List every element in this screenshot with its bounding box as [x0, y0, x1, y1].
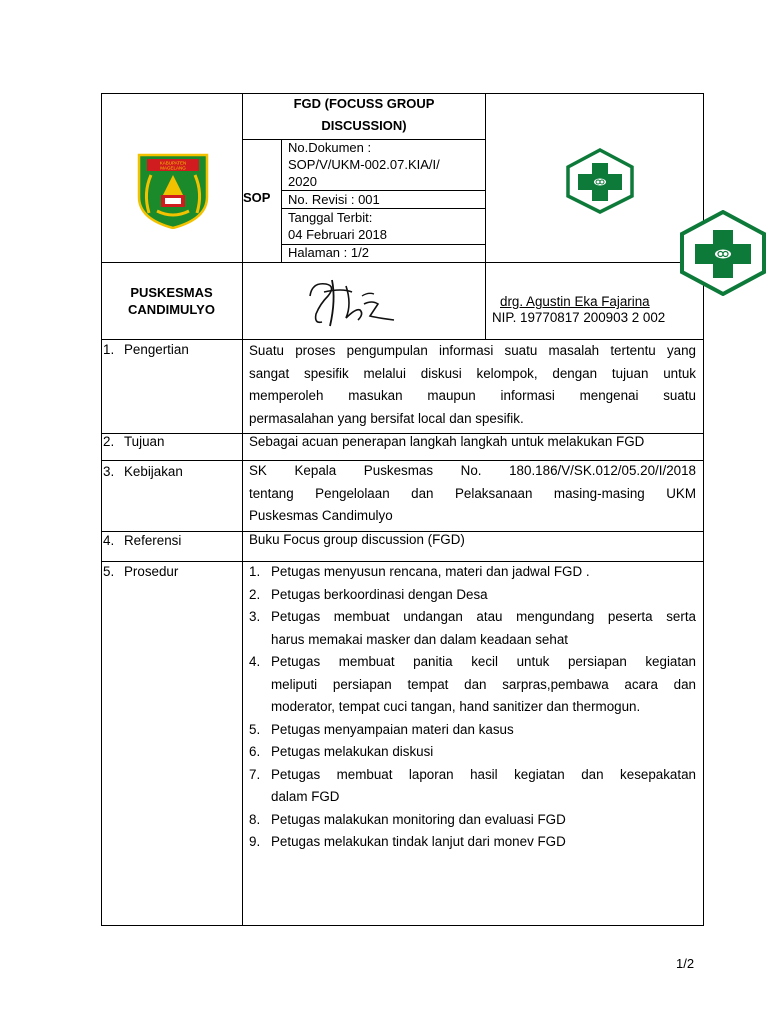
sop-label: SOP	[243, 190, 271, 205]
procedure-step	[249, 651, 696, 719]
step-number: 6.	[249, 744, 261, 759]
step-line: Petugas membuat undangan atau mengundang peserta serta	[271, 609, 696, 624]
step-number: 9.	[249, 834, 261, 849]
step-line: Petugas melakukan diskusi	[271, 744, 434, 759]
org-name-line1: PUSKESMAS	[130, 285, 213, 300]
step-number: 7.	[249, 766, 261, 782]
paragraph-line: Suatu proses pengumpulan informasi suatu masalah tertentu yang	[249, 343, 696, 358]
revision-number: No. Revisi : 001	[288, 192, 380, 207]
step-number: 4.	[249, 654, 261, 669]
paragraph-line: Puskesmas Candimulyo	[249, 508, 393, 523]
step-number: 3.	[249, 609, 261, 624]
paragraph-line: sangat spesifik melalui diskusi kelompok, dengan tujuan untuk	[249, 365, 696, 381]
procedure-step	[249, 584, 696, 607]
procedure-step	[249, 561, 696, 584]
puskesmas-logo	[565, 148, 635, 214]
doc-number-year: 2020	[288, 174, 317, 189]
signer-name: drg. Agustin Eka Fajarina	[500, 294, 650, 309]
step-number: 2.	[249, 586, 261, 602]
procedure-step	[249, 719, 696, 742]
paragraph-line: tentang Pengelolaan dan Pelaksanaan masing-masing UKM	[249, 485, 696, 501]
procedure-step	[249, 764, 696, 809]
step-line: Petugas melakukan tindak lanjut dari monev FGD	[271, 834, 566, 849]
section-number-2: 2.	[103, 434, 115, 449]
procedure-step	[249, 831, 696, 854]
doc-number-value: SOP/V/UKM-002.07.KIA/I/	[288, 157, 440, 172]
issue-date-value: 04 Februari 2018	[288, 227, 388, 242]
step-number: 1.	[249, 564, 261, 579]
step-line: Petugas menyusun rencana, materi dan jadwal FGD .	[271, 564, 590, 579]
paragraph-line: memperoleh masukan maupun informasi mengenai suatu	[249, 388, 696, 403]
section-number-3: 3.	[103, 464, 115, 479]
section-label-pengertian: Pengertian	[124, 342, 189, 357]
page-info: Halaman : 1/2	[288, 245, 369, 260]
section-content-tujuan	[249, 431, 696, 454]
svg-text:KABUPATEN: KABUPATEN	[159, 160, 187, 166]
signature-image	[302, 274, 402, 332]
step-line: Petugas membuat laporan hasil kegiatan dan kesepakatan	[271, 766, 696, 782]
paragraph-line: permasalahan yang bersifat local dan spesifik.	[249, 410, 524, 426]
step-line: moderator, tempat cuci tangan, hand sanitizer dan thermogun.	[271, 699, 641, 714]
document-title-line2: DISCUSSION)	[321, 118, 407, 133]
step-line: dalam FGD	[271, 789, 340, 804]
section-label-referensi: Referensi	[124, 533, 182, 548]
puskesmas-logo-overlay	[678, 210, 768, 296]
step-line: Petugas berkoordinasi dengan Desa	[271, 586, 488, 602]
section-label-prosedur: Prosedur	[124, 564, 179, 579]
section-number-5: 5.	[103, 564, 115, 579]
section-number-4: 4.	[103, 533, 115, 548]
page-number: 1/2	[676, 956, 695, 971]
section-content-kebijakan	[249, 460, 696, 528]
section-number-1: 1.	[103, 342, 115, 357]
document-title-line1: FGD (FOCUSS GROUP	[293, 96, 435, 111]
step-line: Petugas menyampaian materi dan kasus	[271, 721, 514, 737]
paragraph-line: SK Kepala Puskesmas No. 180.186/V/SK.012/05.20/I/2018	[249, 463, 696, 478]
signer-nip: NIP. 19770817 200903 2 002	[492, 310, 666, 325]
step-line: meliputi persiapan tempat dan sarpras,pembawa acara dan	[271, 676, 696, 692]
procedure-step	[249, 809, 696, 832]
issue-date-label: Tanggal Terbit:	[288, 210, 373, 225]
doc-number-label: No.Dokumen :	[288, 140, 372, 155]
section-label-tujuan: Tujuan	[124, 434, 165, 449]
regency-logo	[135, 153, 211, 229]
paragraph-line: Buku Focus group discussion (FGD)	[249, 532, 465, 547]
step-number: 8.	[249, 811, 261, 827]
section-content-pengertian	[249, 340, 696, 430]
org-name-line2: CANDIMULYO	[128, 302, 215, 317]
paragraph-line: Sebagai acuan penerapan langkah langkah untuk melakukan FGD	[249, 434, 645, 449]
step-line: Petugas membuat panitia kecil untuk persiapan kegiatan	[271, 654, 696, 669]
section-content-referensi	[249, 529, 696, 552]
procedure-list	[249, 561, 696, 854]
procedure-step	[249, 741, 696, 764]
svg-text:MAGELANG: MAGELANG	[160, 165, 186, 171]
step-line: Petugas malakukan monitoring dan evaluasi FGD	[271, 811, 566, 827]
section-label-kebijakan: Kebijakan	[124, 464, 183, 479]
procedure-step	[249, 606, 696, 651]
step-line: harus memakai masker dan dalam keadaan sehat	[271, 631, 568, 647]
step-number: 5.	[249, 721, 261, 737]
